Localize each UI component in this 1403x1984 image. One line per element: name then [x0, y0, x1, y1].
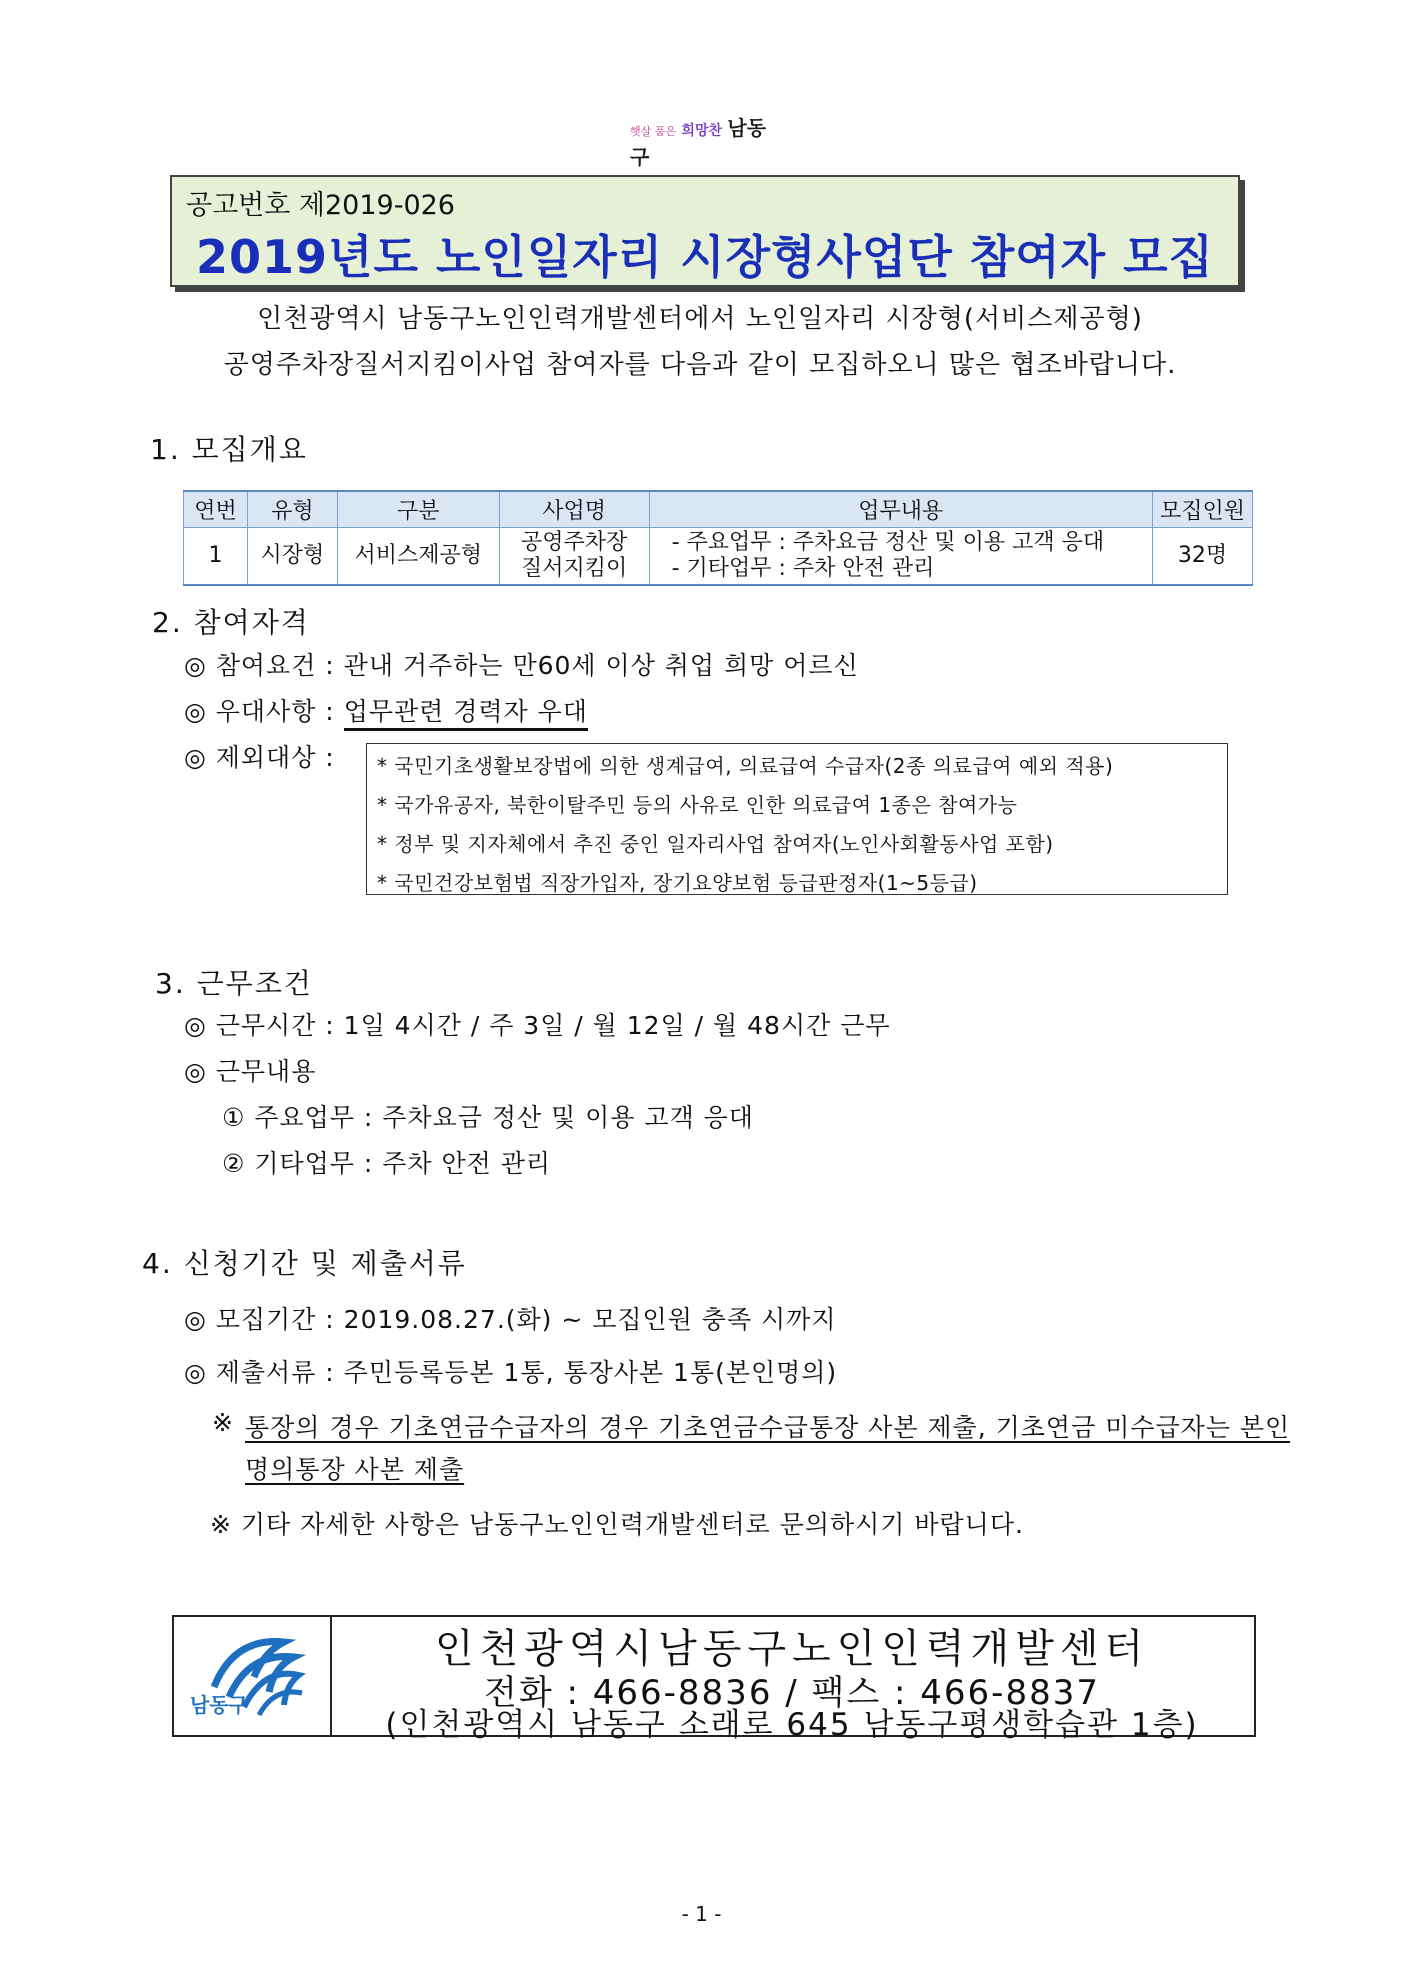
- note-2: ※ 기타 자세한 사항은 남동구노인인력개발센터로 문의하시기 바랍니다.: [210, 1510, 1024, 1539]
- org-address: (인천광역시 남동구 소래로 645 남동구평생학습관 1층): [385, 1707, 1199, 1743]
- section-2-heading: 2. 참여자격: [152, 606, 310, 639]
- application-period: ◎ 모집기간 : 2019.08.27.(화) ~ 모집인원 충족 시까지: [184, 1305, 837, 1334]
- logo-name: 남동구: [630, 116, 767, 169]
- notice-title-box: [170, 175, 1240, 287]
- footer-logo: [174, 1617, 332, 1735]
- note-1-line-2: 명의통장 사본 제출: [245, 1455, 465, 1484]
- work-content-label: ◎ 근무내용: [184, 1057, 317, 1086]
- cell-count: 32명: [1153, 528, 1253, 586]
- exclusion-item: * 국민기초생활보장법에 의한 생계급여, 의료급여 수급자(2종 의료급여 예외 적용): [377, 754, 1114, 778]
- exclusion-item: * 국가유공자, 북한이탈주민 등의 사유로 인한 의료급여 1종은 참여가능: [377, 793, 1018, 817]
- exclusion-box: [366, 743, 1228, 895]
- section-4-heading: 4. 신청기간 및 제출서류: [142, 1247, 467, 1280]
- logo-slogan-mid: 희망찬: [681, 123, 722, 139]
- cell-project: [499, 528, 649, 586]
- notice-number: 공고번호 제2019-026: [186, 190, 455, 221]
- header-duty: 업무내용: [649, 491, 1152, 528]
- cell-category: 서비스제공형: [337, 528, 499, 586]
- exclusion-item: * 정부 및 지자체에서 추진 중인 일자리사업 참여자(노인사회활동사업 포함): [377, 832, 1054, 856]
- preference-value: 업무관련 경력자 우대: [344, 697, 588, 731]
- exclusion-label: ◎ 제외대상 :: [184, 743, 335, 772]
- org-name: 인천광역시남동구노인인력개발센터: [434, 1626, 1150, 1672]
- header-category: 구분: [337, 491, 499, 528]
- cell-type: 시장형: [247, 528, 337, 586]
- duty-line-1: - 주요업무 : 주차요금 정산 및 이용 고객 응대: [671, 530, 1105, 555]
- table-header-row: [184, 491, 1253, 528]
- logo-slogan-small: 햇살 품은: [630, 125, 677, 138]
- duty-line-2: - 기타업무 : 주차 안전 관리: [671, 556, 935, 581]
- required-documents: ◎ 제출서류 : 주민등록등본 1통, 통장사본 1통(본인명의): [184, 1358, 838, 1387]
- section-3-heading: 3. 근무조건: [155, 967, 313, 1000]
- header-type: 유형: [247, 491, 337, 528]
- section-1-heading: 1. 모집개요: [150, 433, 308, 466]
- work-hours: ◎ 근무시간 : 1일 4시간 / 주 3일 / 월 12일 / 월 48시간 근무: [184, 1011, 891, 1040]
- contact-phone-fax: 전화 : 466-8836 / 팩스 : 466-8837: [484, 1673, 1100, 1713]
- exclusion-item: * 국민건강보험법 직장가입자, 장기요양보험 등급판정자(1~5등급): [377, 871, 978, 895]
- page-title: 2019년도 노인일자리 시장형사업단 참여자 모집: [196, 230, 1214, 284]
- note-1-line-1: 통장의 경우 기초연금수급자의 경우 기초연금수급통장 사본 제출, 기초연금 미수급자는 본인: [245, 1413, 1291, 1442]
- main-duty: ① 주요업무 : 주차요금 정산 및 이용 고객 응대: [222, 1103, 754, 1132]
- project-line-2: 질서지킴이: [521, 556, 628, 581]
- preference-row: [184, 692, 588, 728]
- requirement-text: ◎ 참여요건 : 관내 거주하는 만60세 이상 취업 희망 어르신: [184, 651, 859, 680]
- footer-logo-text: 남동구: [190, 1693, 248, 1717]
- district-logo: [630, 112, 780, 169]
- recruitment-table: [183, 490, 1253, 586]
- other-duty: ② 기타업무 : 주차 안전 관리: [222, 1149, 552, 1178]
- header-no: 연번: [184, 491, 248, 528]
- project-line-1: 공영주차장: [521, 530, 628, 555]
- preference-label: ◎ 우대사항 :: [184, 697, 344, 726]
- cell-no: 1: [184, 528, 248, 586]
- header-project: 사업명: [499, 491, 649, 528]
- note-1-mark: ※: [212, 1408, 234, 1437]
- intro-line-1: 인천광역시 남동구노인인력개발센터에서 노인일자리 시장형(서비스제공형): [257, 304, 1143, 334]
- cell-duty: [649, 528, 1152, 586]
- header-count: 모집인원: [1153, 491, 1253, 528]
- table-row: [184, 528, 1253, 586]
- intro-line-2: 공영주차장질서지킴이사업 참여자를 다음과 같이 모집하오니 많은 협조바랍니다.: [223, 350, 1177, 380]
- contact-box: [172, 1615, 1256, 1743]
- page-number: - 1 -: [681, 1902, 722, 1926]
